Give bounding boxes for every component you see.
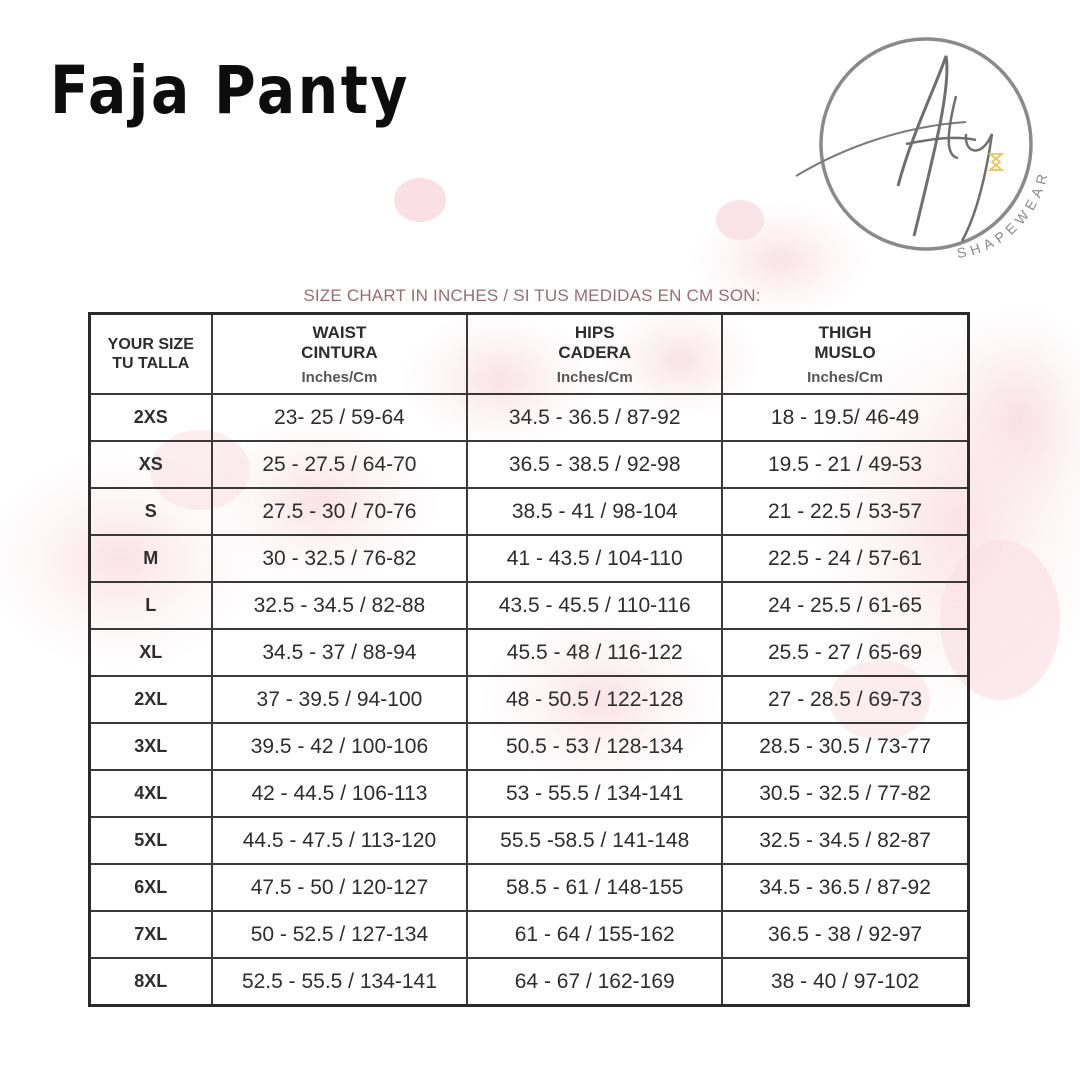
size-cell: 3XL [90, 723, 212, 770]
table-row [90, 723, 969, 770]
chart-heading: SIZE CHART IN INCHES / SI TUS MEDIDAS EN CM SON: [303, 286, 761, 305]
table-row [90, 629, 969, 676]
waist-cell: 34.5 - 37 / 88-94 [212, 629, 468, 676]
hips-cell: 50.5 - 53 / 128-134 [467, 723, 722, 770]
table-row [90, 817, 969, 864]
header-row [90, 314, 969, 395]
size-cell: 5XL [90, 817, 212, 864]
size-cell: 7XL [90, 911, 212, 958]
hips-cell: 34.5 - 36.5 / 87-92 [467, 394, 722, 441]
table-row [90, 441, 969, 488]
table-row [90, 535, 969, 582]
hips-cell: 53 - 55.5 / 134-141 [467, 770, 722, 817]
size-cell: M [90, 535, 212, 582]
waist-cell: 37 - 39.5 / 94-100 [212, 676, 468, 723]
thigh-cell: 27 - 28.5 / 69-73 [722, 676, 968, 723]
waist-cell: 32.5 - 34.5 / 82-88 [212, 582, 468, 629]
table-row [90, 864, 969, 911]
header-size: YOUR SIZE TU TALLA [90, 314, 212, 395]
hips-cell: 36.5 - 38.5 / 92-98 [467, 441, 722, 488]
hips-cell: 48 - 50.5 / 122-128 [467, 676, 722, 723]
thigh-cell: 19.5 - 21 / 49-53 [722, 441, 968, 488]
hips-cell: 45.5 - 48 / 116-122 [467, 629, 722, 676]
hips-cell: 41 - 43.5 / 104-110 [467, 535, 722, 582]
table-row [90, 676, 969, 723]
header-waist: WAIST CINTURA Inches/Cm [212, 314, 468, 395]
table-row [90, 488, 969, 535]
thigh-cell: 24 - 25.5 / 61-65 [722, 582, 968, 629]
page-title: Faja Panty [50, 52, 410, 129]
thigh-cell: 38 - 40 / 97-102 [722, 958, 968, 1006]
size-cell: 4XL [90, 770, 212, 817]
size-cell: S [90, 488, 212, 535]
hips-cell: 38.5 - 41 / 98-104 [467, 488, 722, 535]
thigh-cell: 34.5 - 36.5 / 87-92 [722, 864, 968, 911]
waist-cell: 39.5 - 42 / 100-106 [212, 723, 468, 770]
size-chart-table [88, 312, 970, 1007]
size-cell: 2XL [90, 676, 212, 723]
logo-wordmark: SHAPEWEAR [955, 167, 1052, 262]
hips-cell: 58.5 - 61 / 148-155 [467, 864, 722, 911]
table-row [90, 911, 969, 958]
hips-cell: 55.5 -58.5 / 141-148 [467, 817, 722, 864]
waist-cell: 30 - 32.5 / 76-82 [212, 535, 468, 582]
thigh-cell: 22.5 - 24 / 57-61 [722, 535, 968, 582]
waist-cell: 25 - 27.5 / 64-70 [212, 441, 468, 488]
size-cell: XS [90, 441, 212, 488]
thigh-cell: 28.5 - 30.5 / 73-77 [722, 723, 968, 770]
table-row [90, 958, 969, 1006]
thigh-cell: 21 - 22.5 / 53-57 [722, 488, 968, 535]
size-cell: 6XL [90, 864, 212, 911]
thigh-cell: 32.5 - 34.5 / 82-87 [722, 817, 968, 864]
hips-cell: 43.5 - 45.5 / 110-116 [467, 582, 722, 629]
waist-cell: 44.5 - 47.5 / 113-120 [212, 817, 468, 864]
size-cell: XL [90, 629, 212, 676]
waist-cell: 42 - 44.5 / 106-113 [212, 770, 468, 817]
table-row [90, 582, 969, 629]
waist-cell: 23- 25 / 59-64 [212, 394, 468, 441]
size-cell: 2XS [90, 394, 212, 441]
waist-cell: 52.5 - 55.5 / 134-141 [212, 958, 468, 1006]
table-row [90, 770, 969, 817]
hips-cell: 64 - 67 / 162-169 [467, 958, 722, 1006]
thigh-cell: 25.5 - 27 / 65-69 [722, 629, 968, 676]
header-hips: HIPS CADERA Inches/Cm [467, 314, 722, 395]
thigh-cell: 36.5 - 38 / 92-97 [722, 911, 968, 958]
waist-cell: 47.5 - 50 / 120-127 [212, 864, 468, 911]
waist-cell: 50 - 52.5 / 127-134 [212, 911, 468, 958]
size-cell: L [90, 582, 212, 629]
thigh-cell: 18 - 19.5/ 46-49 [722, 394, 968, 441]
thigh-cell: 30.5 - 32.5 / 77-82 [722, 770, 968, 817]
size-cell: 8XL [90, 958, 212, 1006]
aly-shapewear-logo [786, 26, 1056, 276]
hips-cell: 61 - 64 / 155-162 [467, 911, 722, 958]
header-thigh: THIGH MUSLO Inches/Cm [722, 314, 968, 395]
table-row [90, 394, 969, 441]
waist-cell: 27.5 - 30 / 70-76 [212, 488, 468, 535]
